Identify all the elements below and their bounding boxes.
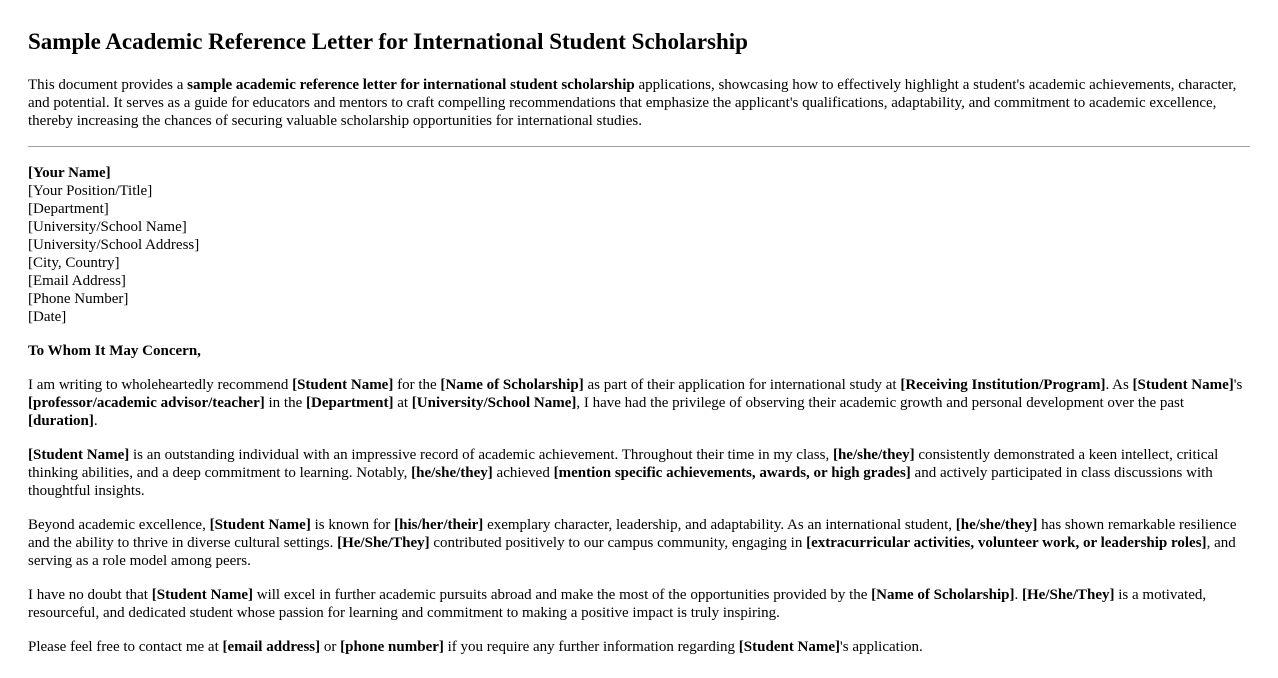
text: if you require any further information regarding [443,639,739,655]
intro-paragraph [28,76,1250,130]
text: . [1014,587,1022,603]
placeholder: [his/her/their] [394,517,484,533]
placeholder: [Name of Scholarship] [871,587,1015,603]
placeholder: [He/She/They] [1021,587,1115,603]
text: 's application. [840,639,923,655]
text: has shown remarkable resilience and the ability to thrive in diverse cultural settings. [28,517,1237,551]
placeholder: [phone number] [340,639,444,655]
text: exemplary character, leadership, and adaptability. As an international student, [483,517,956,533]
sender-phone: [Phone Number] [28,291,129,307]
text: I am writing to wholeheartedly recommend [28,377,293,393]
text: as part of their application for international study at [583,377,901,393]
placeholder: [University/School Name] [411,395,577,411]
text: Beyond academic excellence, [28,517,210,533]
placeholder: [he/she/they] [832,447,915,463]
text: is an outstanding individual with an impressive record of academic achievement. Throughout their time in my class, [129,447,833,463]
intro-text: This document provides a [28,77,188,93]
intro-keyword: sample academic reference letter for international student scholarship [187,77,635,93]
sender-position: [Your Position/Title] [28,183,153,199]
text: is known for [310,517,395,533]
body-paragraph-4 [28,586,1250,622]
body-paragraph-2 [28,446,1250,500]
text: at [393,395,412,411]
placeholder: [mention specific achievements, awards, or high grades] [553,465,911,481]
placeholder: [Receiving Institution/Program] [900,377,1106,393]
text: consistently demonstrated a keen intellect, critical thinking abilities, and a deep commitment to learning. Notably, [28,447,1219,481]
text: I have no doubt that [28,587,152,603]
body-paragraph-5 [28,638,1250,656]
text: will excel in further academic pursuits abroad and make the most of the opportunities provided by the [252,587,872,603]
text: , I have had the privilege of observing their academic growth and personal development over the past [576,395,1185,411]
placeholder: [He/She/They] [337,535,430,551]
body-paragraph-3 [28,516,1250,570]
salutation-text: To Whom It May Concern, [28,343,201,359]
page-title: Sample Academic Reference Letter for International Student Scholarship [28,29,748,54]
intro-text: applications, showcasing how to effectively highlight a student's academic achievements, character, and potential. It serves as a guide for educators and mentors to craft compelling recommendations that emphasize the applicant's qualifications, adaptability, and commitment to academic excellence, thereby increasing the chances of securing valuable scholarship opportunities for international studies. [28,77,1237,129]
placeholder: [Student Name] [209,517,311,533]
text: Please feel free to contact me at [28,639,223,655]
salutation [28,342,1250,360]
text: and actively participated in class discussions with thoughtful insights. [28,465,1213,499]
text: contributed positively to our campus community, engaging in [429,535,807,551]
sender-department: [Department] [28,201,109,217]
sender-name: [Your Name] [28,165,111,181]
placeholder: [duration] [28,413,94,429]
text: achieved [492,465,554,481]
sender-school: [University/School Name] [28,219,187,235]
sender-city: [City, Country] [28,255,120,271]
placeholder: [Student Name] [738,639,841,655]
sender-email: [Email Address] [28,273,126,289]
sender-block [28,164,1250,326]
text: . [93,413,98,429]
divider [28,146,1250,147]
text: in the [264,395,306,411]
sender-date: [Date] [28,309,67,325]
placeholder: [Student Name] [151,587,253,603]
sender-address: [University/School Address] [28,237,200,253]
placeholder: [professor/academic advisor/teacher] [28,395,265,411]
placeholder: [he/she/they] [411,465,493,481]
placeholder: [email address] [222,639,321,655]
body-paragraph-1 [28,376,1250,430]
text: for the [393,377,441,393]
text: . As [1105,377,1133,393]
placeholder: [Department] [306,395,394,411]
placeholder: [Name of Scholarship] [440,377,584,393]
text: , and serving as a role model among peers. [28,535,1236,569]
text: or [320,639,341,655]
placeholder: [he/she/they] [955,517,1038,533]
document-page [0,28,1278,656]
placeholder: [extracurricular activities, volunteer work, or leadership roles] [806,535,1207,551]
placeholder: [Student Name] [28,447,130,463]
text: 's [1233,377,1243,393]
placeholder: [Student Name] [1132,377,1234,393]
text: is a motivated, resourceful, and dedicated student whose passion for learning and commitment to making a positive impact is truly inspiring. [28,587,1207,621]
placeholder: [Student Name] [292,377,394,393]
